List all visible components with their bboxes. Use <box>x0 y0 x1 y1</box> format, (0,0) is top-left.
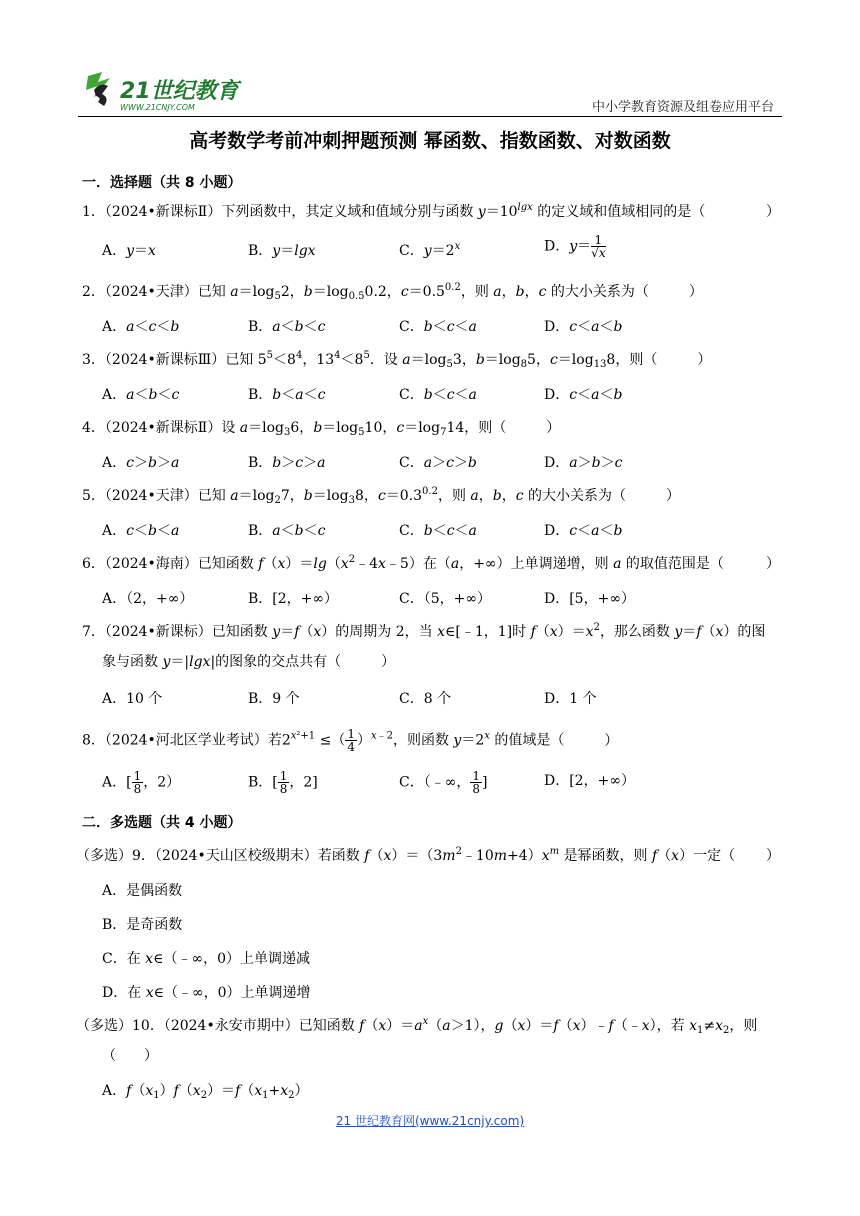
q3-option-a[interactable]: A．a＜b＜c <box>102 387 180 403</box>
question-4: 4．（2024•新课标Ⅱ）设 $a=\log_36$，$b=\log_510$，$c=\log_714$，则（ ） <box>82 420 561 438</box>
q6-option-d[interactable]: D．[5，+∞） <box>544 591 635 607</box>
q10-option-a[interactable]: A．$f(x_1)f(x_2)=f(x_1+x_2)$ <box>102 1083 309 1101</box>
q8-options <box>102 770 780 794</box>
question-10-line-2: （ ） <box>102 1048 158 1064</box>
question-2: 2．（2024•天津）已知 $a=\log_52$，$b=\log_{0.5}0.2$，$c=0.5^{0.2}$，则 a，b，c 的大小关系为（ ） <box>82 282 703 302</box>
q1-option-b[interactable]: B．y＝lgx <box>248 243 316 259</box>
q1-source: （2024•新课标Ⅱ） <box>104 204 222 220</box>
q8-option-b[interactable]: B．[ $\frac{1}{8}$ ，2] <box>248 769 318 796</box>
q9-option-a[interactable]: A．是偶函数 <box>102 883 183 899</box>
q1-close-paren: ） <box>766 204 780 220</box>
q6-option-b[interactable]: B．[2，+∞） <box>248 591 339 607</box>
q9-option-b[interactable]: B．是奇函数 <box>102 917 183 933</box>
q8-option-a[interactable]: A．[ $\frac{1}{8}$ ，2） <box>102 769 181 796</box>
q6-option-c[interactable]: C．（5，+∞） <box>399 591 492 607</box>
q2-options <box>102 316 780 340</box>
q1-text-a: 下列函数中，其定义域和值域分别与函数 <box>221 204 474 220</box>
question-7: 7．（2024•新课标）已知函数 y＝f（x）的周期为 2，当 x∈[﹣1，1]时 $f(x)=x^2$，那么函数 y＝f（x）的图 <box>82 622 766 640</box>
q5-option-d[interactable]: D．c＜a＜b <box>544 523 623 539</box>
q4-option-b[interactable]: B．b＞c＞a <box>248 455 326 471</box>
question-1: 1．（2024•新课标Ⅱ）下列函数中，其定义域和值域分别与函数 $y=10^{lgx}$ 的定义域和值域相同的是（ ） <box>82 202 780 220</box>
q5-option-b[interactable]: B．a＜b＜c <box>248 523 326 539</box>
question-6: 6．（2024•海南）已知函数 $f(x)=\lg(x^2﹣4x﹣5)$在（a，+∞）上单调递增，则 a 的取值范围是（ ） <box>82 554 780 572</box>
q6-option-a[interactable]: A．（2，+∞） <box>102 591 194 607</box>
q4-option-a[interactable]: A．c＞b＞a <box>102 455 180 471</box>
q5-options <box>102 520 780 544</box>
q6-options <box>102 588 780 612</box>
q7-option-d[interactable]: D．1 个 <box>544 691 597 707</box>
q8-option-c[interactable]: C．（﹣∞， $\frac{1}{8}$ ] <box>399 769 488 796</box>
question-8: 8．（2024•河北区学业考试）若$2^{x^2+1}$ ≤（ $\frac{1}{4}$ ）$^{x﹣2}$，则函数 $y=2^x$ 的值域是（ ） <box>82 727 619 754</box>
question-7-line-2: 象与函数 y＝|lgx|的图象的交点共有（ ） <box>102 654 396 670</box>
section-heading-single-choice: 一．选择题（共 8 小题） <box>82 175 242 191</box>
q2-option-c[interactable]: C．b＜c＜a <box>399 319 477 335</box>
q2-option-b[interactable]: B．a＜b＜c <box>248 319 326 335</box>
q9-option-c[interactable]: C．在 x∈（﹣∞，0）上单调递减 <box>102 951 311 967</box>
q3-option-c[interactable]: C．b＜c＜a <box>399 387 477 403</box>
page-title: 高考数学考前冲刺押题预测 幂函数、指数函数、对数函数 <box>189 130 671 152</box>
q4-options <box>102 452 780 476</box>
q7-option-a[interactable]: A．10 个 <box>102 691 163 707</box>
q1-text-b: 的定义域和值域相同的是（ <box>537 204 706 220</box>
header-rule <box>78 116 782 117</box>
platform-tagline: 中小学教育资源及组卷应用平台 <box>591 100 774 115</box>
q3-options <box>102 384 780 408</box>
q5-option-a[interactable]: A．c＜b＜a <box>102 523 180 539</box>
logo-text: 21世纪教育 <box>120 79 239 104</box>
question-9: （多选）9．（2024•天山区校级期末）若函数 $f(x)=(3m^2﹣10m+4)x^m$ 是幂函数，则 f（x）一定（ ） <box>76 846 780 864</box>
q3-option-d[interactable]: D．c＜a＜b <box>544 387 623 403</box>
q1-option-a[interactable]: A．y＝x <box>102 243 156 259</box>
q1-options <box>102 233 780 264</box>
logo-url: WWW.21CNJY.COM <box>120 103 195 112</box>
q9-option-d[interactable]: D．在 x∈（﹣∞，0）上单调递增 <box>102 985 311 1001</box>
q2-option-a[interactable]: A．a＜c＜b <box>102 319 180 335</box>
q1-option-c[interactable]: C．$y=2^x$ <box>399 241 461 259</box>
q5-option-c[interactable]: C．b＜c＜a <box>399 523 477 539</box>
section-heading-multi-choice: 二．多选题（共 4 小题） <box>82 815 242 831</box>
q7-options <box>102 688 780 712</box>
question-10: （多选）10．（2024•永安市期中）已知函数 $f(x)=a^x(a>1)$，g（x）＝f（x）﹣f（﹣x），若 $x_1\ne x_2$，则 <box>76 1016 758 1036</box>
question-5: 5．（2024•天津）已知 $a=\log_27$，$b=\log_38$，$c=0.3^{0.2}$，则 a，b，c 的大小关系为（ ） <box>82 486 681 506</box>
21cnjy-logo <box>80 68 250 114</box>
q7-option-b[interactable]: B．9 个 <box>248 691 300 707</box>
q7-option-c[interactable]: C．8 个 <box>399 691 452 707</box>
question-3: 3．（2024•新课标Ⅲ）已知 $5^5<8^4$，$13^4<8^5$．设 $a=\log_53$，$b=\log_85$，$c=\log_{13}8$，则（ ） <box>82 350 712 370</box>
q3-option-b[interactable]: B．b＜a＜c <box>248 387 326 403</box>
q4-option-d[interactable]: D．a＞b＞c <box>544 455 623 471</box>
q1-num: 1． <box>82 204 105 220</box>
q2-option-d[interactable]: D．c＜a＜b <box>544 319 623 335</box>
q8-option-d[interactable]: D．[2，+∞） <box>544 773 635 789</box>
q4-option-c[interactable]: C．a＞c＞b <box>399 455 477 471</box>
q1-option-d[interactable]: D．y＝ $\frac{1}{√x}$ <box>544 233 606 260</box>
footer-link[interactable]: 21 世纪教育网(www.21cnjy.com) <box>335 1114 525 1128</box>
